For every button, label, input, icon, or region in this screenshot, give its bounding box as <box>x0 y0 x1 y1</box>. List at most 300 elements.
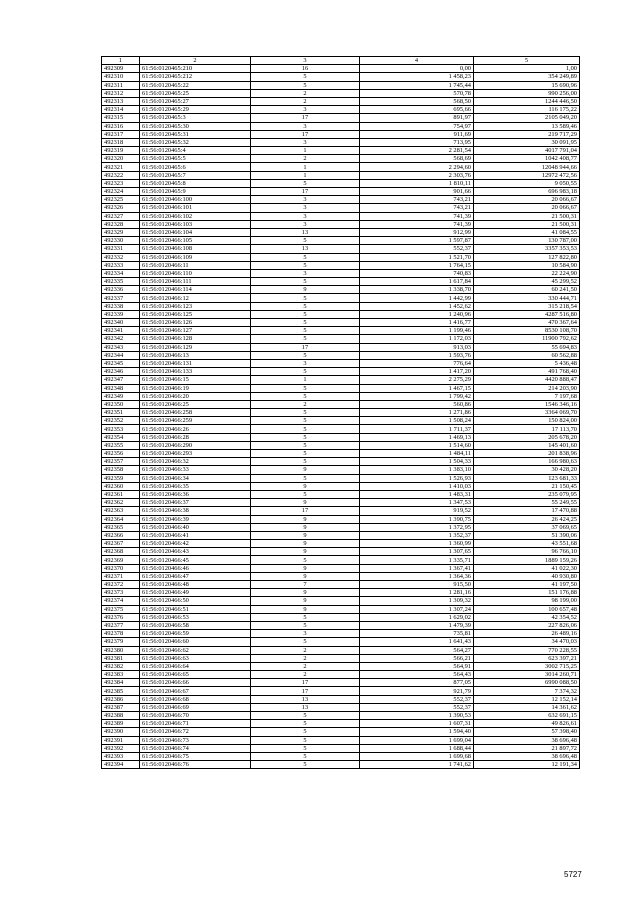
table-row <box>102 212 580 220</box>
table-cell-col-3: 5 <box>251 474 360 482</box>
table-cell-col-1: 492389 <box>102 720 140 728</box>
table-cell-col-4: 743,21 <box>360 204 474 212</box>
table-row <box>102 458 580 466</box>
table-cell-col-4: 1 521,70 <box>360 253 474 261</box>
table-row <box>102 409 580 417</box>
table-cell-col-3: 3 <box>251 630 360 638</box>
table-cell-col-4: 911,69 <box>360 130 474 138</box>
table-cell-col-4: 1 641,43 <box>360 638 474 646</box>
table-row <box>102 728 580 736</box>
table-cell-col-1: 492331 <box>102 245 140 253</box>
table-cell-col-2: 61:56:0120465:27 <box>140 97 251 105</box>
table-cell-col-1: 492349 <box>102 392 140 400</box>
table-cell-col-2: 61:56:0120466:48 <box>140 581 251 589</box>
table-cell-col-2: 61:56:0120466:50 <box>140 597 251 605</box>
table-cell-col-1: 492378 <box>102 630 140 638</box>
table-cell-col-2: 61:56:0120466:65 <box>140 671 251 679</box>
table-cell-col-1: 492338 <box>102 302 140 310</box>
table-cell-col-5: 17 470,88 <box>474 507 580 515</box>
table-cell-col-5: 34 470,03 <box>474 638 580 646</box>
table-row <box>102 114 580 122</box>
table-cell-col-4: 564,91 <box>360 662 474 670</box>
table-cell-col-1: 492365 <box>102 523 140 531</box>
table-row <box>102 490 580 498</box>
column-header-4: 4 <box>360 57 474 65</box>
table-cell-col-5: 14 361,62 <box>474 703 580 711</box>
table-cell-col-4: 1 799,42 <box>360 392 474 400</box>
table-cell-col-3: 5 <box>251 638 360 646</box>
table-cell-col-4: 1 417,20 <box>360 368 474 376</box>
table-cell-col-5: 1546 346,16 <box>474 400 580 408</box>
table-cell-col-1: 492309 <box>102 65 140 73</box>
table-cell-col-2: 61:56:0120466:69 <box>140 703 251 711</box>
table-cell-col-5: 15 690,96 <box>474 81 580 89</box>
table-cell-col-2: 61:56:0120466:33 <box>140 466 251 474</box>
table-cell-col-4: 568,69 <box>360 155 474 163</box>
table-cell-col-2: 61:56:0120466:109 <box>140 253 251 261</box>
table-cell-col-4: 1 607,31 <box>360 720 474 728</box>
table-row <box>102 302 580 310</box>
table-cell-col-4: 1 479,39 <box>360 621 474 629</box>
table-cell-col-2: 61:56:0120466:49 <box>140 589 251 597</box>
table-cell-col-2: 61:56:0120466:28 <box>140 433 251 441</box>
table-cell-col-3: 5 <box>251 327 360 335</box>
table-row <box>102 400 580 408</box>
table-cell-col-5: 41 197,50 <box>474 581 580 589</box>
table-row <box>102 638 580 646</box>
table-row <box>102 335 580 343</box>
table-cell-col-2: 61:56:0120465:5 <box>140 155 251 163</box>
table-cell-col-2: 61:56:0120465:25 <box>140 89 251 97</box>
table-cell-col-5: 12972 472,56 <box>474 171 580 179</box>
table-cell-col-2: 61:56:0120466:123 <box>140 302 251 310</box>
table-cell-col-3: 9 <box>251 548 360 556</box>
table-row <box>102 597 580 605</box>
table-cell-col-2: 61:56:0120466:64 <box>140 662 251 670</box>
table-cell-col-2: 61:56:0120466:103 <box>140 220 251 228</box>
table-cell-col-3: 5 <box>251 351 360 359</box>
table-cell-col-3: 9 <box>251 540 360 548</box>
table-cell-col-2: 61:56:0120465:7 <box>140 171 251 179</box>
table-cell-col-1: 492393 <box>102 752 140 760</box>
table-cell-col-3: 5 <box>251 417 360 425</box>
table-cell-col-5: 470 367,64 <box>474 319 580 327</box>
table-cell-col-5: 330 444,71 <box>474 294 580 302</box>
table-cell-col-5: 12 152,14 <box>474 695 580 703</box>
table-cell-col-5: 127 822,80 <box>474 253 580 261</box>
table-cell-col-5: 166 980,63 <box>474 458 580 466</box>
table-row <box>102 81 580 89</box>
table-cell-col-3: 5 <box>251 392 360 400</box>
table-cell-col-4: 1 367,41 <box>360 564 474 572</box>
table-row <box>102 89 580 97</box>
table-row <box>102 97 580 105</box>
table-cell-col-4: 1 372,95 <box>360 523 474 531</box>
table-cell-col-4: 1 484,11 <box>360 450 474 458</box>
table-cell-col-5: 354 249,89 <box>474 73 580 81</box>
table-cell-col-5: 623 397,21 <box>474 654 580 662</box>
table-cell-col-2: 61:56:0120466:290 <box>140 441 251 449</box>
table-cell-col-1: 492369 <box>102 556 140 564</box>
table-cell-col-3: 2 <box>251 400 360 408</box>
table-cell-col-5: 3014 260,71 <box>474 671 580 679</box>
table-cell-col-5: 13 589,46 <box>474 122 580 130</box>
header-row <box>102 57 580 65</box>
table-cell-col-5: 9 050,55 <box>474 179 580 187</box>
table-cell-col-2: 61:56:0120466:126 <box>140 319 251 327</box>
table-cell-col-4: 1 526,93 <box>360 474 474 482</box>
table-cell-col-2: 61:56:0120465:8 <box>140 179 251 187</box>
table-cell-col-1: 492375 <box>102 605 140 613</box>
table-cell-col-3: 17 <box>251 679 360 687</box>
table-cell-col-3: 5 <box>251 458 360 466</box>
column-header-5: 5 <box>474 57 580 65</box>
table-cell-col-1: 492368 <box>102 548 140 556</box>
table-cell-col-3: 3 <box>251 138 360 146</box>
table-row <box>102 196 580 204</box>
table-cell-col-4: 740,83 <box>360 269 474 277</box>
table-cell-col-2: 61:56:0120465:31 <box>140 130 251 138</box>
table-cell-col-2: 61:56:0120466:63 <box>140 654 251 662</box>
table-cell-col-4: 1 688,44 <box>360 744 474 752</box>
table-cell-col-5: 1889 159,26 <box>474 556 580 564</box>
table-cell-col-2: 61:56:0120466:73 <box>140 736 251 744</box>
table-cell-col-3: 9 <box>251 564 360 572</box>
table-cell-col-4: 1 309,32 <box>360 597 474 605</box>
table-cell-col-5: 12 191,34 <box>474 761 580 769</box>
table-cell-col-1: 492392 <box>102 744 140 752</box>
table-cell-col-4: 1 810,11 <box>360 179 474 187</box>
table-cell-col-1: 492360 <box>102 482 140 490</box>
table-cell-col-4: 1 383,10 <box>360 466 474 474</box>
table-cell-col-5: 2105 049,20 <box>474 114 580 122</box>
table-cell-col-3: 9 <box>251 597 360 605</box>
table-cell-col-5: 235 079,95 <box>474 490 580 498</box>
table-cell-col-2: 61:56:0120465:9 <box>140 188 251 196</box>
table-cell-col-2: 61:56:0120466:76 <box>140 761 251 769</box>
table-row <box>102 548 580 556</box>
table-row <box>102 359 580 367</box>
table-cell-col-5: 38 696,48 <box>474 736 580 744</box>
table-cell-col-3: 17 <box>251 188 360 196</box>
table-cell-col-2: 61:56:0120466:74 <box>140 744 251 752</box>
table-cell-col-4: 1 271,86 <box>360 409 474 417</box>
table-cell-col-2: 61:56:0120466:41 <box>140 531 251 539</box>
table-cell-col-4: 1 416,77 <box>360 319 474 327</box>
table-cell-col-2: 61:56:0120466:70 <box>140 712 251 720</box>
table-cell-col-2: 61:56:0120466:13 <box>140 351 251 359</box>
table-cell-col-4: 695,66 <box>360 106 474 114</box>
table-cell-col-5: 20 066,67 <box>474 196 580 204</box>
table-row <box>102 384 580 392</box>
table-cell-col-5: 10 584,90 <box>474 261 580 269</box>
table-cell-col-5: 7 374,32 <box>474 687 580 695</box>
table-cell-col-3: 1 <box>251 163 360 171</box>
table-cell-col-3: 5 <box>251 490 360 498</box>
table-cell-col-2: 61:56:0120466:101 <box>140 204 251 212</box>
table-cell-col-1: 492381 <box>102 654 140 662</box>
table-cell-col-1: 492339 <box>102 310 140 318</box>
table-cell-col-1: 492374 <box>102 597 140 605</box>
table-cell-col-3: 9 <box>251 605 360 613</box>
table-cell-col-1: 492337 <box>102 294 140 302</box>
table-cell-col-4: 1 360,99 <box>360 540 474 548</box>
table-cell-col-5: 3364 069,70 <box>474 409 580 417</box>
table-row <box>102 228 580 236</box>
table-row <box>102 392 580 400</box>
table-cell-col-1: 492345 <box>102 359 140 367</box>
table-cell-col-4: 1 307,24 <box>360 605 474 613</box>
table-cell-col-4: 1 390,75 <box>360 515 474 523</box>
table-cell-col-3: 1 <box>251 147 360 155</box>
table-cell-col-2: 61:56:0120466:36 <box>140 490 251 498</box>
table-cell-col-5: 491 768,40 <box>474 368 580 376</box>
table-cell-col-2: 61:56:0120466:39 <box>140 515 251 523</box>
table-cell-col-1: 492316 <box>102 122 140 130</box>
table-row <box>102 703 580 711</box>
table-row <box>102 466 580 474</box>
table-row <box>102 556 580 564</box>
table-cell-col-1: 492364 <box>102 515 140 523</box>
table-row <box>102 523 580 531</box>
table-cell-col-5: 315 218,54 <box>474 302 580 310</box>
table-cell-col-2: 61:56:0120466:68 <box>140 695 251 703</box>
table-cell-col-2: 61:56:0120466:43 <box>140 548 251 556</box>
table-cell-col-2: 61:56:0120466:67 <box>140 687 251 695</box>
table-cell-col-4: 1 390,53 <box>360 712 474 720</box>
table-row <box>102 662 580 670</box>
table-cell-col-4: 1 711,37 <box>360 425 474 433</box>
table-row <box>102 605 580 613</box>
table-cell-col-3: 5 <box>251 728 360 736</box>
table-cell-col-3: 3 <box>251 204 360 212</box>
table-row <box>102 752 580 760</box>
table-row <box>102 261 580 269</box>
table-cell-col-5: 96 766,10 <box>474 548 580 556</box>
table-cell-col-4: 877,05 <box>360 679 474 687</box>
table-cell-col-3: 13 <box>251 695 360 703</box>
table-cell-col-3: 5 <box>251 712 360 720</box>
table-cell-col-2: 61:56:0120465:212 <box>140 73 251 81</box>
table-cell-col-5: 3002 715,25 <box>474 662 580 670</box>
table-cell-col-5: 41 084,55 <box>474 228 580 236</box>
table-cell-col-3: 2 <box>251 155 360 163</box>
table-row <box>102 294 580 302</box>
table-cell-col-2: 61:56:0120466:133 <box>140 368 251 376</box>
table-cell-col-5: 4287 516,80 <box>474 310 580 318</box>
table-cell-col-1: 492357 <box>102 458 140 466</box>
table-cell-col-3: 9 <box>251 499 360 507</box>
table-cell-col-3: 5 <box>251 319 360 327</box>
table-cell-col-1: 492317 <box>102 130 140 138</box>
table-cell-col-2: 61:56:0120466:258 <box>140 409 251 417</box>
table-row <box>102 581 580 589</box>
table-cell-col-1: 492376 <box>102 613 140 621</box>
table-cell-col-3: 5 <box>251 278 360 286</box>
table-cell-col-4: 1 410,03 <box>360 482 474 490</box>
table-cell-col-4: 1 172,03 <box>360 335 474 343</box>
table-cell-col-3: 7 <box>251 581 360 589</box>
column-header-3: 3 <box>251 57 360 65</box>
table-cell-col-2: 61:56:0120466:105 <box>140 237 251 245</box>
table-cell-col-4: 564,43 <box>360 671 474 679</box>
table-row <box>102 621 580 629</box>
table-row <box>102 147 580 155</box>
table-cell-col-1: 492330 <box>102 237 140 245</box>
table-cell-col-3: 17 <box>251 343 360 351</box>
table-cell-col-5: 214 203,90 <box>474 384 580 392</box>
table-cell-col-2: 61:56:0120465:4 <box>140 147 251 155</box>
table-cell-col-5: 1,00 <box>474 65 580 73</box>
table-row <box>102 286 580 294</box>
table-row <box>102 695 580 703</box>
table-cell-col-1: 492388 <box>102 712 140 720</box>
table-row <box>102 138 580 146</box>
table-row <box>102 65 580 73</box>
table-cell-col-3: 5 <box>251 450 360 458</box>
table-cell-col-4: 568,50 <box>360 97 474 105</box>
table-cell-col-4: 1 442,99 <box>360 294 474 302</box>
table-cell-col-1: 492323 <box>102 179 140 187</box>
table-cell-col-3: 9 <box>251 286 360 294</box>
table-cell-col-2: 61:56:0120466:46 <box>140 564 251 572</box>
table-row <box>102 450 580 458</box>
table-cell-col-3: 5 <box>251 335 360 343</box>
table-cell-col-1: 492315 <box>102 114 140 122</box>
table-cell-col-3: 16 <box>251 65 360 73</box>
table-cell-col-2: 61:56:0120466:127 <box>140 327 251 335</box>
table-cell-col-1: 492371 <box>102 572 140 580</box>
table-cell-col-4: 713,95 <box>360 138 474 146</box>
table-row <box>102 515 580 523</box>
column-header-1: 1 <box>102 57 140 65</box>
table-row <box>102 425 580 433</box>
table-cell-col-1: 492324 <box>102 188 140 196</box>
table-cell-col-1: 492322 <box>102 171 140 179</box>
table-cell-col-4: 776,64 <box>360 359 474 367</box>
table-cell-col-4: 1 335,71 <box>360 556 474 564</box>
table-row <box>102 646 580 654</box>
table-row <box>102 687 580 695</box>
table-cell-col-3: 3 <box>251 196 360 204</box>
table-row <box>102 589 580 597</box>
table-cell-col-1: 492336 <box>102 286 140 294</box>
table-row <box>102 245 580 253</box>
table-cell-col-3: 5 <box>251 621 360 629</box>
table-cell-col-4: 1 338,70 <box>360 286 474 294</box>
table-cell-col-5: 696 983,18 <box>474 188 580 196</box>
table-cell-col-4: 1 629,02 <box>360 613 474 621</box>
table-cell-col-2: 61:56:0120465:6 <box>140 163 251 171</box>
table-cell-col-1: 492367 <box>102 540 140 548</box>
table-row <box>102 376 580 384</box>
table-cell-col-1: 492342 <box>102 335 140 343</box>
table-cell-col-5: 55 249,55 <box>474 499 580 507</box>
table-cell-col-3: 9 <box>251 482 360 490</box>
table-cell-col-1: 492344 <box>102 351 140 359</box>
table-row <box>102 73 580 81</box>
table-cell-col-4: 1 764,15 <box>360 261 474 269</box>
table-cell-col-2: 61:56:0120466:259 <box>140 417 251 425</box>
table-cell-col-4: 913,03 <box>360 343 474 351</box>
table-row <box>102 155 580 163</box>
table-cell-col-3: 5 <box>251 237 360 245</box>
table-cell-col-1: 492356 <box>102 450 140 458</box>
table-cell-col-2: 61:56:0120466:25 <box>140 400 251 408</box>
table-cell-col-3: 2 <box>251 671 360 679</box>
table-cell-col-5: 1042 408,77 <box>474 155 580 163</box>
table-cell-col-3: 9 <box>251 531 360 539</box>
table-cell-col-2: 61:56:0120466:11 <box>140 261 251 269</box>
table-cell-col-1: 492333 <box>102 261 140 269</box>
table-cell-col-4: 891,97 <box>360 114 474 122</box>
table-cell-col-3: 5 <box>251 556 360 564</box>
table-cell-col-3: 1 <box>251 171 360 179</box>
table-cell-col-2: 61:56:0120466:75 <box>140 752 251 760</box>
table-cell-col-3: 5 <box>251 752 360 760</box>
table-cell-col-5: 51 390,06 <box>474 531 580 539</box>
table-cell-col-5: 12048 944,66 <box>474 163 580 171</box>
table-cell-col-2: 61:56:0120466:20 <box>140 392 251 400</box>
table-cell-col-5: 42 354,52 <box>474 613 580 621</box>
table-cell-col-4: 1 617,84 <box>360 278 474 286</box>
table-cell-col-1: 492379 <box>102 638 140 646</box>
table-cell-col-4: 0,00 <box>360 65 474 73</box>
table-cell-col-5: 21 150,45 <box>474 482 580 490</box>
table-cell-col-3: 2 <box>251 662 360 670</box>
table-cell-col-1: 492387 <box>102 703 140 711</box>
table-cell-col-1: 492327 <box>102 212 140 220</box>
table-cell-col-4: 915,50 <box>360 581 474 589</box>
table-cell-col-2: 61:56:0120466:40 <box>140 523 251 531</box>
table-cell-col-4: 1 594,40 <box>360 728 474 736</box>
table-cell-col-5: 632 691,15 <box>474 712 580 720</box>
table-cell-col-4: 1 199,46 <box>360 327 474 335</box>
table-cell-col-1: 492382 <box>102 662 140 670</box>
table-cell-col-2: 61:56:0120465:29 <box>140 106 251 114</box>
table-cell-col-3: 2 <box>251 97 360 105</box>
table-cell-col-4: 2 275,29 <box>360 376 474 384</box>
table-cell-col-2: 61:56:0120466:37 <box>140 499 251 507</box>
table-cell-col-2: 61:56:0120465:210 <box>140 65 251 73</box>
table-cell-col-1: 492326 <box>102 204 140 212</box>
table-cell-col-1: 492313 <box>102 97 140 105</box>
table-cell-col-3: 13 <box>251 245 360 253</box>
table-cell-col-1: 492332 <box>102 253 140 261</box>
table-cell-col-3: 3 <box>251 212 360 220</box>
table-cell-col-3: 5 <box>251 261 360 269</box>
table-cell-col-5: 150 824,00 <box>474 417 580 425</box>
table-cell-col-2: 61:56:0120466:26 <box>140 425 251 433</box>
table-cell-col-3: 5 <box>251 720 360 728</box>
table-cell-col-1: 492341 <box>102 327 140 335</box>
table-cell-col-1: 492351 <box>102 409 140 417</box>
table-cell-col-5: 7 197,68 <box>474 392 580 400</box>
table-cell-col-1: 492394 <box>102 761 140 769</box>
table-cell-col-1: 492311 <box>102 81 140 89</box>
table-row <box>102 417 580 425</box>
table-cell-col-5: 57 398,40 <box>474 728 580 736</box>
table-cell-col-1: 492312 <box>102 89 140 97</box>
table-cell-col-2: 61:56:0120466:66 <box>140 679 251 687</box>
table-cell-col-2: 61:56:0120466:111 <box>140 278 251 286</box>
table-cell-col-5: 37 069,65 <box>474 523 580 531</box>
table-cell-col-1: 492328 <box>102 220 140 228</box>
table-cell-col-3: 5 <box>251 302 360 310</box>
table-cell-col-1: 492362 <box>102 499 140 507</box>
table-cell-col-1: 492329 <box>102 228 140 236</box>
table-row <box>102 130 580 138</box>
